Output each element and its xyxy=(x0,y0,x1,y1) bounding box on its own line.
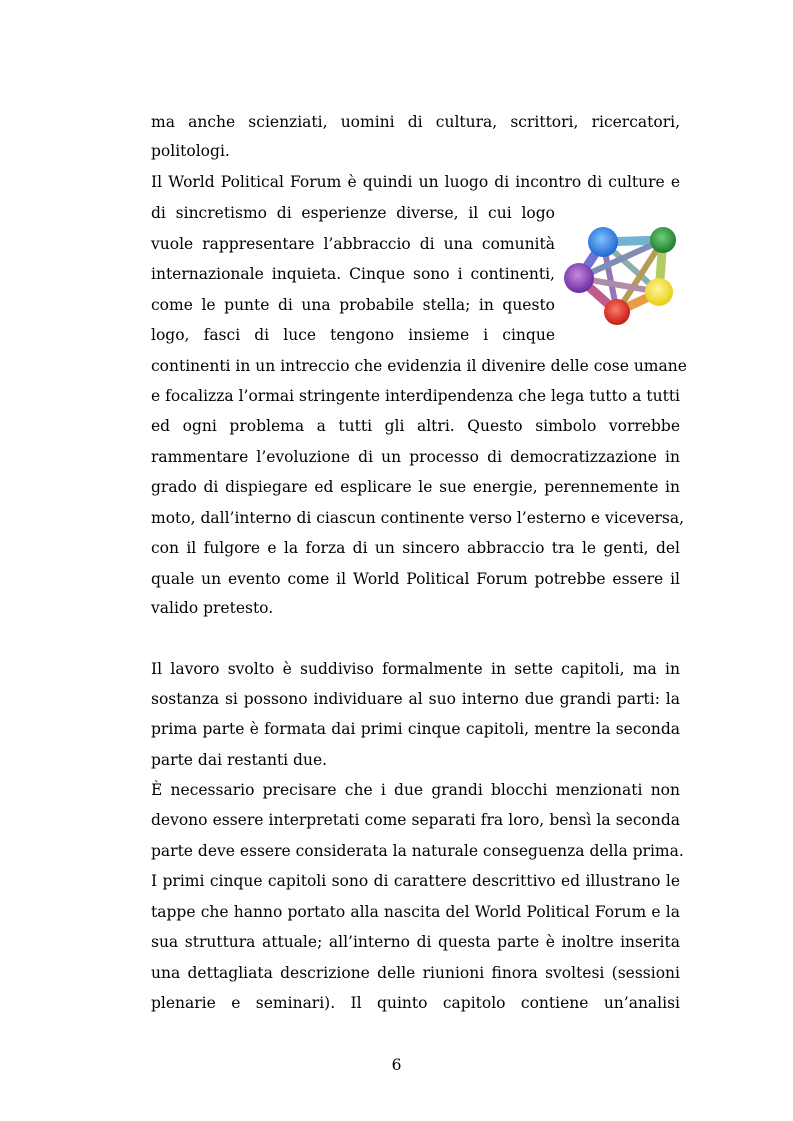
text-line: logo, fasci di luce tengono insieme i cinque xyxy=(151,326,555,344)
red-node xyxy=(604,299,630,325)
text-line: ma anche scienziati, uomini di cultura, scrittori, ricercatori, xyxy=(151,113,680,131)
text-line: sostanza si possono individuare al suo interno due grandi parti: la xyxy=(151,690,680,708)
text-line: prima parte è formata dai primi cinque capitoli, mentre la seconda xyxy=(151,720,680,738)
text-line: con il fulgore e la forza di un sincero abbraccio tra le genti, del xyxy=(151,539,680,557)
text-line: parte dai restanti due. xyxy=(151,751,328,769)
text-line: parte deve essere considerata la naturale conseguenza della prima. xyxy=(151,842,684,860)
text-line: devono essere interpretati come separati fra loro, bensì la seconda xyxy=(151,811,680,829)
text-line: grado di dispiegare ed esplicare le sue energie, perennemente in xyxy=(151,478,680,496)
text-line: politologi. xyxy=(151,142,230,160)
text-line: I primi cinque capitoli sono di carattere descrittivo ed illustrano le xyxy=(151,872,680,890)
purple-node xyxy=(564,263,594,293)
text-line: sua struttura attuale; all’interno di questa parte è inoltre inserita xyxy=(151,933,680,951)
text-line: Il World Political Forum è quindi un luogo di incontro di culture e xyxy=(151,173,680,191)
text-line: internazionale inquieta. Cinque sono i continenti, xyxy=(151,265,555,283)
text-line: È necessario precisare che i due grandi blocchi menzionati non xyxy=(151,781,680,799)
blue-node xyxy=(588,227,618,257)
text-line: moto, dall’interno di ciascun continente verso l’esterno e viceversa, xyxy=(151,509,685,527)
text-line: quale un evento come il World Political Forum potrebbe essere il xyxy=(151,570,680,588)
text-line: come le punte di una probabile stella; in questo xyxy=(151,296,555,314)
text-line: vuole rappresentare l’abbraccio di una comunità xyxy=(151,235,555,253)
page-number: 6 xyxy=(391,1056,402,1074)
text-line: tappe che hanno portato alla nascita del World Political Forum e la xyxy=(151,903,680,921)
text-line: continenti in un intreccio che evidenzia il divenire delle cose umane xyxy=(151,357,687,375)
text-line: ed ogni problema a tutti gli altri. Questo simbolo vorrebbe xyxy=(151,417,680,435)
text-line: valido pretesto. xyxy=(151,599,274,617)
yellow-node xyxy=(645,278,673,306)
world-political-forum-logo xyxy=(559,218,683,330)
text-line: Il lavoro svolto è suddiviso formalmente in sette capitoli, ma in xyxy=(151,660,680,678)
text-line: plenarie e seminari). Il quinto capitolo contiene un’analisi xyxy=(151,994,680,1012)
green-node xyxy=(650,227,676,253)
text-line: e focalizza l’ormai stringente interdipendenza che lega tutto a tutti xyxy=(151,387,680,405)
text-line: rammentare l’evoluzione di un processo di democratizzazione in xyxy=(151,448,680,466)
text-line: di sincretismo di esperienze diverse, il cui logo xyxy=(151,204,555,222)
text-line: una dettagliata descrizione delle riunioni finora svoltesi (sessioni xyxy=(151,964,680,982)
